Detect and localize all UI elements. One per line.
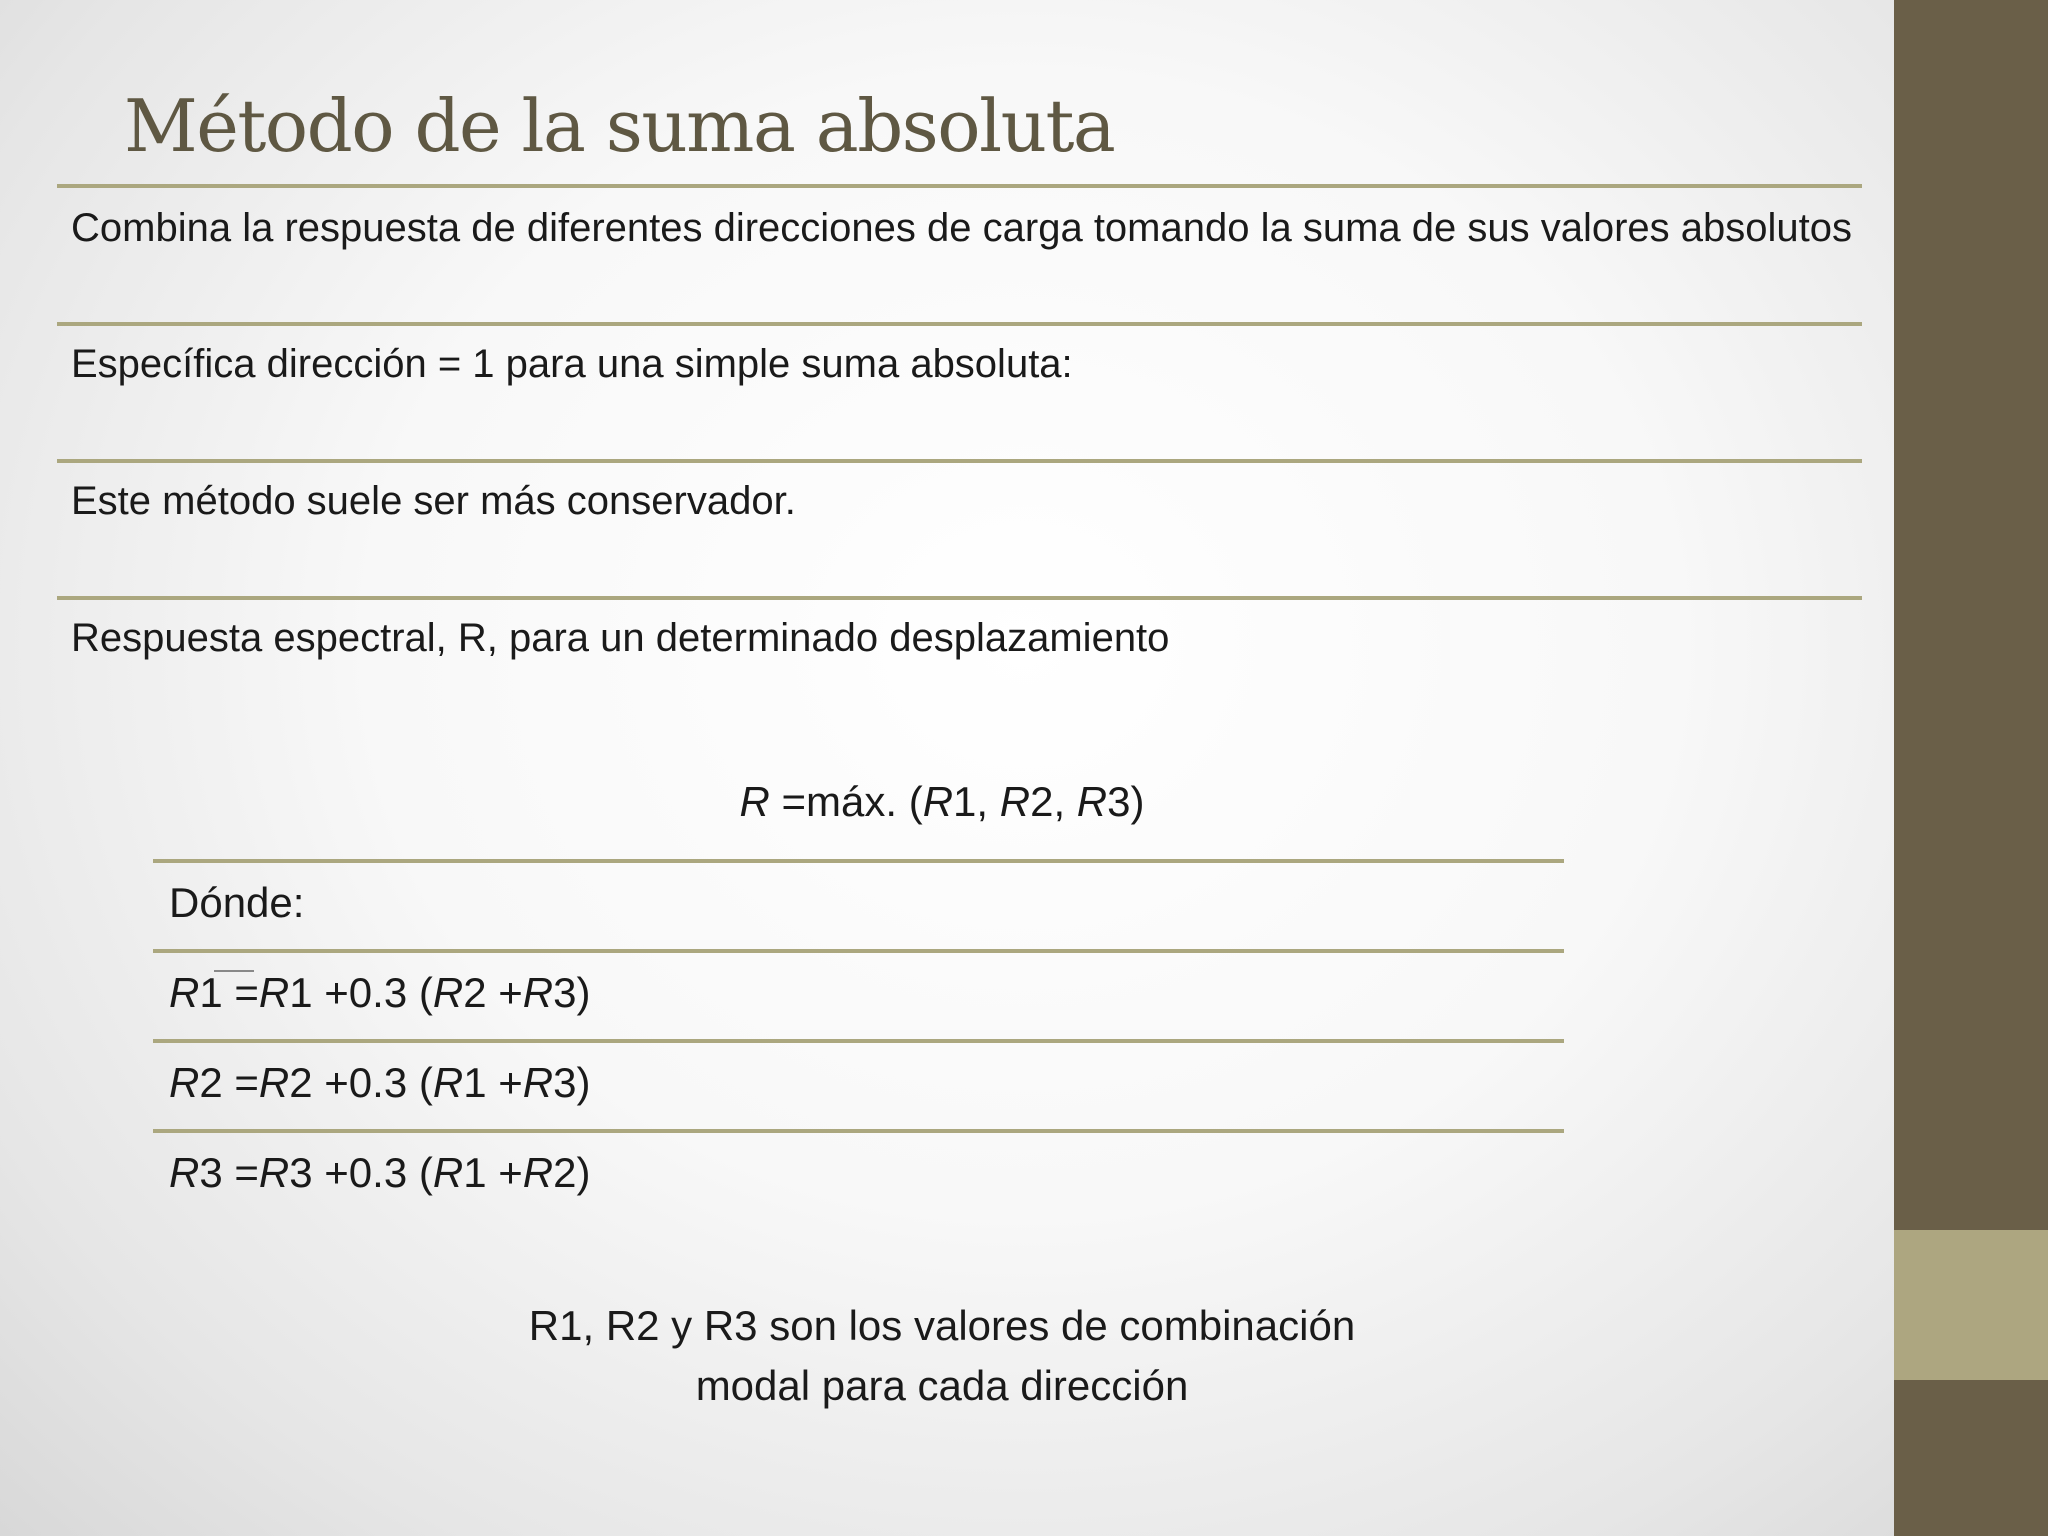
table-row: R3 =R3 +0.3 (R1 +R2) xyxy=(169,1149,591,1196)
table-rule xyxy=(153,1039,1564,1043)
divider xyxy=(57,184,1862,188)
table-rule xyxy=(153,1129,1564,1133)
bullet-1: Combina la respuesta de diferentes direcciones de carga tomando la suma de sus valores absolutos xyxy=(71,206,1853,250)
footer-note xyxy=(0,1296,1884,1416)
table-row: R2 =R2 +0.3 (R1 +R3) xyxy=(169,1059,591,1106)
bullet-4: Respuesta espectral, R, para un determinado desplazamiento xyxy=(71,616,1170,660)
table-rule xyxy=(153,859,1564,863)
divider xyxy=(57,459,1862,463)
sidebar-accent-block xyxy=(1894,1230,2048,1380)
divider xyxy=(57,596,1862,600)
table-row: R1 =R1 +0.3 (R2 +R3) xyxy=(169,969,591,1016)
slide-title: Método de la suma absoluta xyxy=(124,84,1115,168)
max-formula: R =máx. (R1, R2, R3) xyxy=(739,778,1145,825)
footer-line-2: modal para cada dirección xyxy=(695,1362,1189,1409)
table-rule xyxy=(153,949,1564,953)
bullet-3: Este método suele ser más conservador. xyxy=(71,479,796,523)
footer-line-1: R1, R2 y R3 son los valores de combinación xyxy=(528,1302,1356,1349)
table-header: Dónde: xyxy=(169,879,305,926)
bullet-2: Específica dirección = 1 para una simple suma absoluta: xyxy=(71,342,1073,386)
divider xyxy=(57,322,1862,326)
